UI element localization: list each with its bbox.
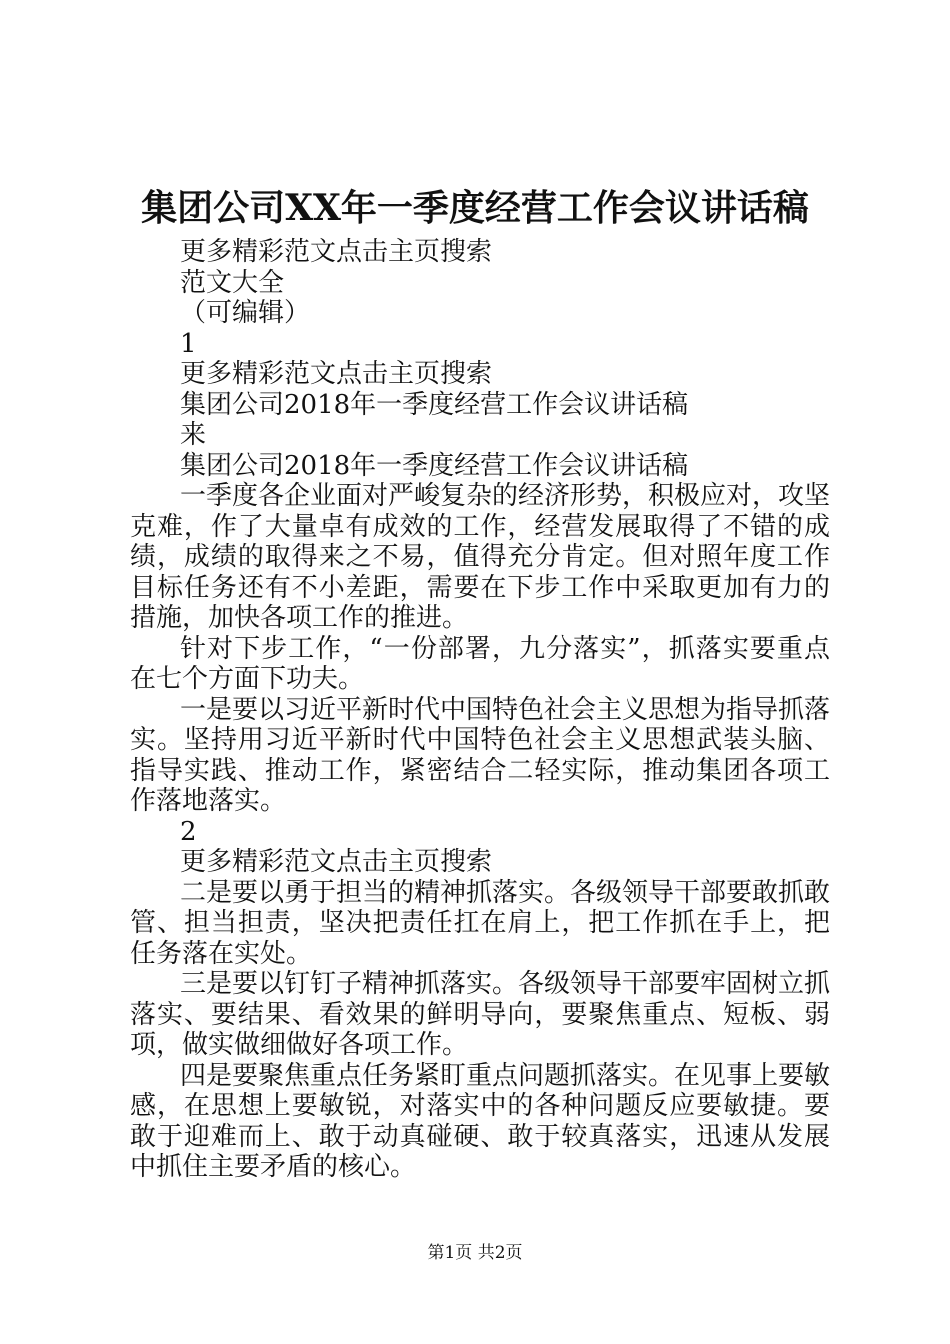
page-footer: 第1页 共2页	[427, 1243, 523, 1263]
body-paragraph: 四是要聚焦重点任务紧盯重点问题抓落实。在见事上要敏感，在思想上要敏锐，对落实中的各种问题反应要敏捷。要敢于迎难而上、敢于动真碰硬、敢于较真落实，迅速从发展中抓住主要矛盾的核心。	[130, 1060, 831, 1182]
body-paragraph: 二是要以勇于担当的精神抓落实。各级领导干部要敢抓敢管、担当担责，坚决把责任扛在肩上，把工作抓在手上，把任务落在实处。	[130, 877, 831, 969]
source-line: 来	[180, 420, 207, 450]
more-link-line[interactable]: 更多精彩范文点击主页搜索	[180, 847, 493, 877]
body-paragraph: 针对下步工作，“一份部署，九分落实”，抓落实要重点在七个方面下功夫。	[130, 633, 830, 694]
subtitle-line: 集团公司2018年一季度经营工作会议讲话稿	[180, 389, 689, 420]
subtitle-line: 集团公司2018年一季度经营工作会议讲话稿	[180, 450, 689, 481]
document-title: 集团公司XX年一季度经营工作会议讲话稿	[141, 187, 809, 229]
more-link-line[interactable]: 更多精彩范文点击主页搜索	[180, 237, 493, 267]
category-line: 范文大全	[180, 267, 285, 298]
editable-note: （可编辑）	[180, 298, 311, 328]
page-marker: 2	[180, 816, 197, 847]
page-marker: 1	[180, 328, 197, 359]
more-link-line[interactable]: 更多精彩范文点击主页搜索	[180, 359, 493, 389]
document-body	[130, 237, 830, 1183]
body-paragraph: 一季度各企业面对严峻复杂的经济形势，积极应对，攻坚克难，作了大量卓有成效的工作，经营发展取得了不错的成绩，成绩的取得来之不易，值得充分肯定。但对照年度工作目标任务还有不小差距，需要在下步工作中采取更加有力的措施，加快各项工作的推进。	[130, 481, 831, 633]
body-paragraph: 三是要以钉钉子精神抓落实。各级领导干部要牢固树立抓落实、要结果、看效果的鲜明导向，要聚焦重点、短板、弱项，做实做细做好各项工作。	[130, 969, 831, 1060]
body-paragraph: 一是要以习近平新时代中国特色社会主义思想为指导抓落实。坚持用习近平新时代中国特色社会主义思想武装头脑、指导实践、推动工作，紧密结合二轻实际，推动集团各项工作落地落实。	[130, 694, 831, 816]
